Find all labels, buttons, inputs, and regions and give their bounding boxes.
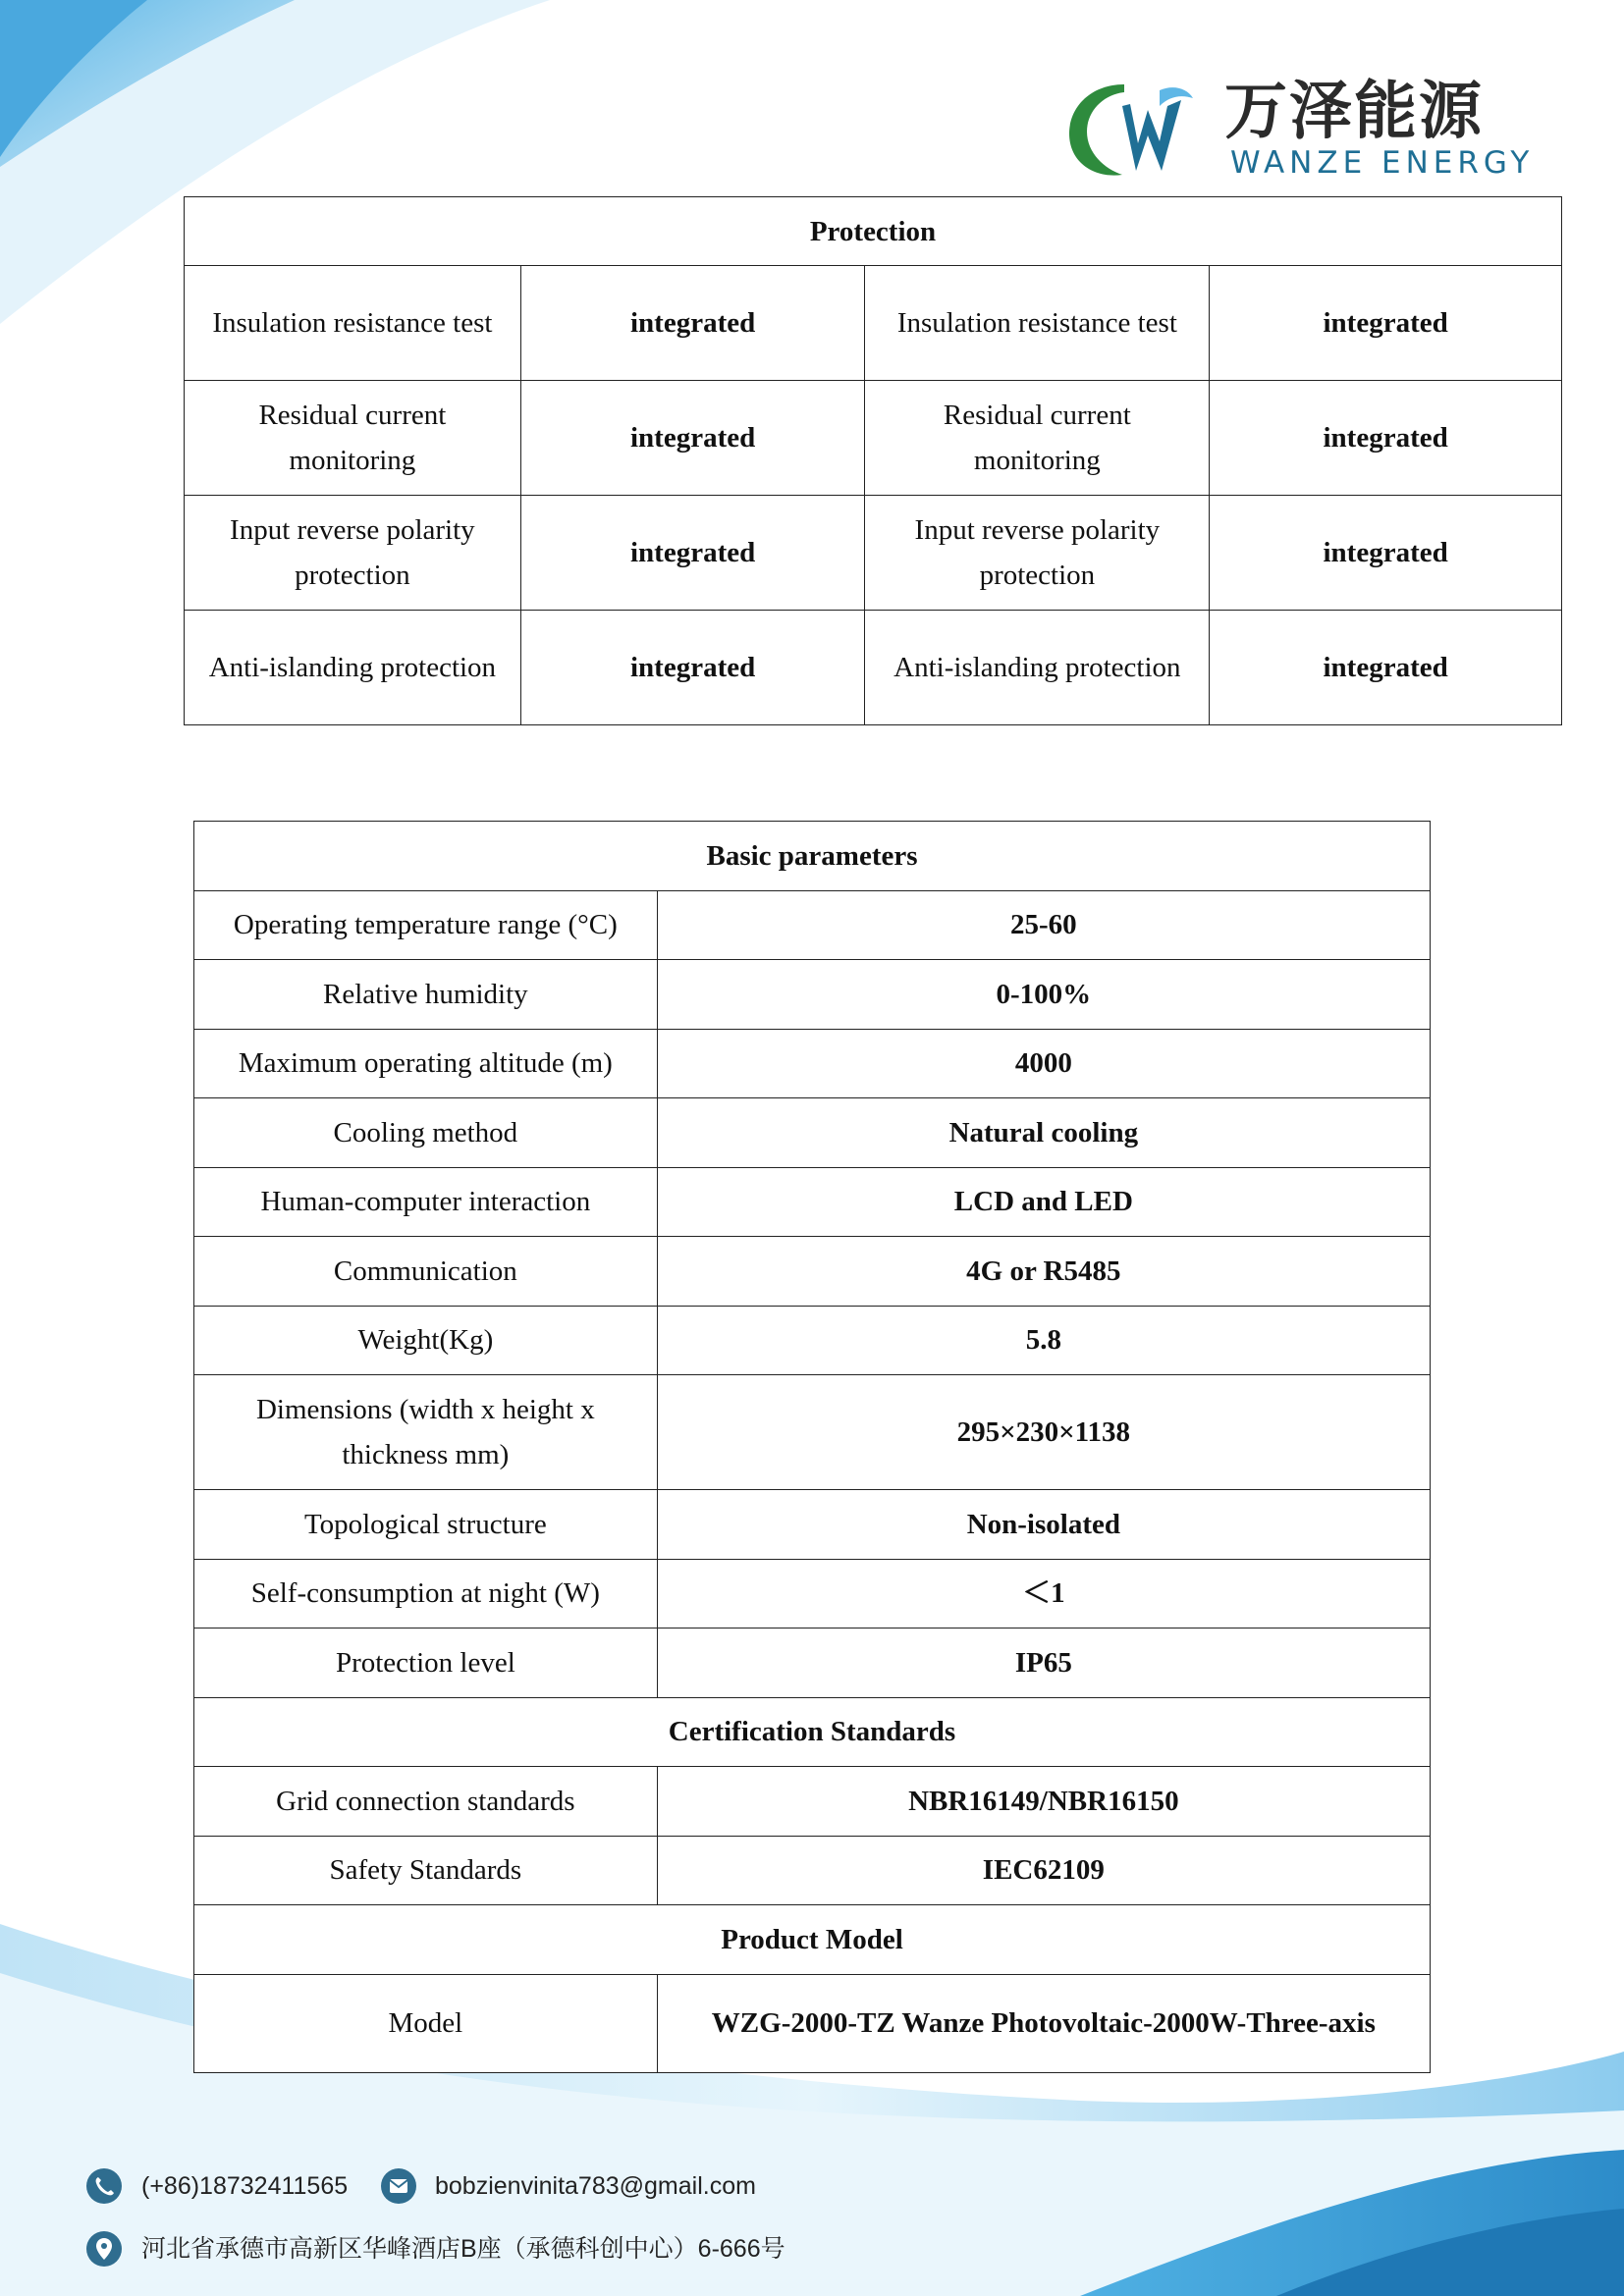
certification-title: Certification Standards	[194, 1697, 1431, 1767]
protection-title: Protection	[185, 197, 1562, 266]
table-row	[194, 1237, 1431, 1307]
table-row	[194, 1375, 1431, 1490]
table-row	[194, 1974, 1431, 2072]
table-row	[194, 1167, 1431, 1237]
table-row	[185, 381, 1562, 496]
logo-mark-icon	[1065, 77, 1203, 185]
row-label: Protection level	[194, 1629, 658, 1698]
row-label: Insulation resistance test	[185, 266, 521, 381]
table-row	[194, 1767, 1431, 1837]
table-row	[185, 496, 1562, 611]
row-value: 295×230×1138	[657, 1375, 1430, 1490]
footer-phone: (+86)18732411565	[141, 2172, 349, 2200]
row-value: integrated	[520, 611, 865, 725]
table-row	[185, 266, 1562, 381]
row-label: Input reverse polarity protection	[185, 496, 521, 611]
phone-icon	[86, 2168, 122, 2204]
row-value: 4G or R5485	[657, 1237, 1430, 1307]
row-label: Relative humidity	[194, 960, 658, 1030]
brand-name-cn: 万泽能源	[1224, 76, 1484, 148]
row-value: integrated	[1210, 266, 1562, 381]
basic-parameters-table	[193, 821, 1431, 2073]
row-label: Maximum operating altitude (m)	[194, 1029, 658, 1098]
row-value: 25-60	[657, 890, 1430, 960]
row-value: IEC62109	[657, 1836, 1430, 1905]
protection-table	[184, 196, 1562, 725]
row-label: Dimensions (width x height x thickness mm)	[194, 1375, 658, 1490]
row-value: 5.8	[657, 1306, 1430, 1375]
table-row	[194, 890, 1431, 960]
table-row	[194, 1836, 1431, 1905]
row-value: Natural cooling	[657, 1098, 1430, 1168]
location-icon	[86, 2231, 122, 2267]
row-label: Communication	[194, 1237, 658, 1307]
row-label: Residual current monitoring	[185, 381, 521, 496]
row-value: integrated	[520, 381, 865, 496]
footer-address: 河北省承德市高新区华峰酒店B座（承德科创中心）6-666号	[141, 2235, 785, 2263]
brand-logo	[1065, 76, 1535, 185]
row-label: Topological structure	[194, 1490, 658, 1560]
table-row	[185, 611, 1562, 725]
row-label: Safety Standards	[194, 1836, 658, 1905]
table-row	[194, 1559, 1431, 1629]
mail-icon	[381, 2168, 416, 2204]
row-label: Anti-islanding protection	[865, 611, 1210, 725]
table-section-row	[194, 1905, 1431, 1975]
basic-parameters-title: Basic parameters	[194, 822, 1431, 891]
row-label: Operating temperature range (°C)	[194, 890, 658, 960]
row-label: Cooling method	[194, 1098, 658, 1168]
row-value: Non-isolated	[657, 1490, 1430, 1560]
row-value: integrated	[1210, 611, 1562, 725]
table-header-row	[185, 197, 1562, 266]
row-value: IP65	[657, 1629, 1430, 1698]
table-section-row	[194, 1697, 1431, 1767]
row-label: Self-consumption at night (W)	[194, 1559, 658, 1629]
table-row	[194, 960, 1431, 1030]
row-label: Model	[194, 1974, 658, 2072]
row-value: 4000	[657, 1029, 1430, 1098]
row-value: integrated	[520, 496, 865, 611]
row-label: Insulation resistance test	[865, 266, 1210, 381]
row-value: 0-100%	[657, 960, 1430, 1030]
table-row	[194, 1029, 1431, 1098]
row-value: NBR16149/NBR16150	[657, 1767, 1430, 1837]
table-row	[194, 1306, 1431, 1375]
table-row	[194, 1490, 1431, 1560]
row-label: Human-computer interaction	[194, 1167, 658, 1237]
brand-name-en: WANZE ENERGY	[1230, 145, 1535, 181]
row-label: Grid connection standards	[194, 1767, 658, 1837]
table-row	[194, 1098, 1431, 1168]
row-label: Weight(Kg)	[194, 1306, 658, 1375]
row-label: Anti-islanding protection	[185, 611, 521, 725]
product-model-title: Product Model	[194, 1905, 1431, 1975]
table-header-row	[194, 822, 1431, 891]
row-value: integrated	[1210, 496, 1562, 611]
row-value: integrated	[1210, 381, 1562, 496]
row-value: ＜1	[657, 1559, 1430, 1629]
row-label: Residual current monitoring	[865, 381, 1210, 496]
row-value: integrated	[520, 266, 865, 381]
row-value: WZG-2000-TZ Wanze Photovoltaic-2000W-Three-axis	[657, 1974, 1430, 2072]
row-value: LCD and LED	[657, 1167, 1430, 1237]
table-row	[194, 1629, 1431, 1698]
row-label: Input reverse polarity protection	[865, 496, 1210, 611]
footer-email[interactable]: bobzienvinita783@gmail.com	[435, 2172, 756, 2200]
